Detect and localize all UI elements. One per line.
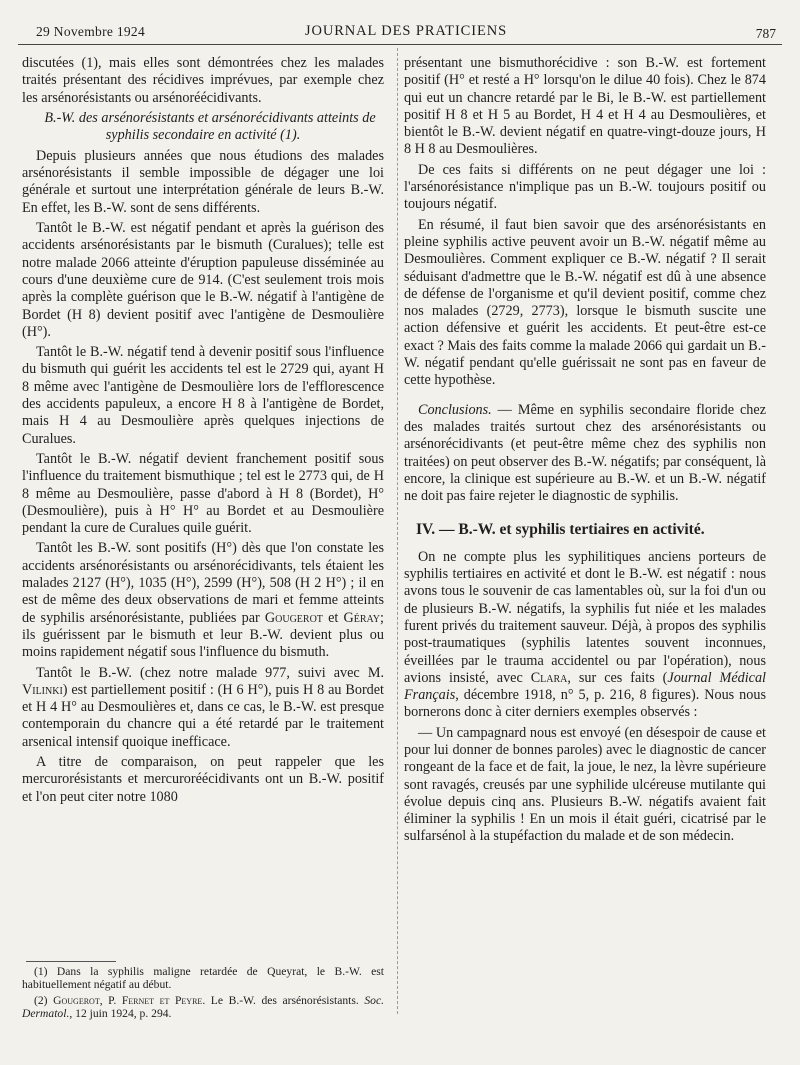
paragraph: discutées (1), mais elles sont démontrées chez les malades traités présentant des récidives imprévues, par exemple chez les arsénorésistants ou arsénoréécidivants. <box>22 55 384 106</box>
paragraph: A titre de comparaison, on peut rappeler que les mercurorésistants et mercuroréécidivants ont un B.-W. positif et l'on peut citer notre 1080 <box>22 753 384 805</box>
author-name: Géray <box>343 609 381 626</box>
page-number: 787 <box>755 26 776 41</box>
right-column <box>404 55 766 846</box>
paragraph-text: et <box>322 609 344 626</box>
paragraph-text: , décembre 1918, n° 5, p. 216, 8 figures). Nous nous bornerons donc à citer derniers exemples observés : <box>404 687 766 721</box>
paragraph-text: On ne compte plus les syphilitiques anciens porteurs de syphilis tertiaires en activité et dont le B.-W. est négatif : nous avons tous le souvenir de cas lamentables où, sur la foi d'un ou de plusieurs B.-W. négatifs, la syphilis fut niée et les malades furent privés du traitement sauveur. Déjà, à propos des syphilis post-traumatiques (syphilis latentes souvent inconnues, éveillées par le trauma accidentel ou par l'opération), nous avions insisté, avec <box>404 548 766 686</box>
conclusions-paragraph <box>404 402 766 506</box>
author-name: Gougerot <box>264 609 323 626</box>
left-column <box>22 55 384 806</box>
paragraph-text: Tantôt les B.-W. sont positifs (H°) dès que l'on constate les accidents arsénorésistants ou arsénorécidivants, tels étaient les malades 2127 (H°), 1035 (H°), 2599 (H°), 508 (H 2 H°) ; il en est de même des deux observations de mari et femme atteints de syphilis arsénorésistante, publiées par <box>22 540 384 626</box>
subsection-heading: B.-W. des arsénorésistants et arsénorécidivants atteints de syphilis secondaire en activité (1). <box>44 109 376 144</box>
footnote: (1) Dans la syphilis maligne retardée de Queyrat, le B.-W. est habituellement négatif au début. <box>22 965 384 992</box>
paragraph-text: — Même en syphilis secondaire floride chez des malades traités surtout chez des arsénorésistants ou arsénorécidivants (et peut-être même chez des syphilis non traitées) on peut observer des B.-W. négatifs; par conséquent, là encore, la clinique est supérieure au B.-W. et un B.-W. négatif ne doit pas faire rejeter le diagnostic de syphilis. <box>404 401 766 505</box>
journal-name: Journal Médical Français <box>404 669 766 704</box>
issue-date: 29 Novembre 1924 <box>36 24 146 39</box>
paragraph <box>22 665 384 751</box>
running-header <box>36 20 776 44</box>
footnote-rule <box>26 961 116 962</box>
paragraph <box>22 540 384 661</box>
footnotes <box>22 965 384 1021</box>
paragraph: présentant une bismuthorécidive : son B.-W. est fortement positif (H° et resté a H° lorsqu'on le dilue 40 fois). Chez le 874 qui eut un chancre retardé par le Bi, le B.-W. est partiellement positif H 8 et H 5 au Bordet, H 4 et H 4 au Desmoulières, et bientôt le B.-W. devient négatif en quatre-vingt-douze jours, H 8 H 8 au Desmoulières. <box>404 55 766 158</box>
paragraph <box>404 549 766 722</box>
footnote <box>22 994 384 1021</box>
journal-name: Soc. Dermatol. <box>22 993 384 1021</box>
footnote-text: (2) <box>34 993 54 1007</box>
paragraph-text: ; ils guérissent par le bismuth et leur B.-W. devient plus ou moins rapidement négatif sous l'influence du bismuth. <box>22 609 384 661</box>
paragraph: Tantôt le B.-W. négatif tend à devenir positif sous l'influence du bismuth qui guérit les accidents tel est le 2729 qui, ayant H 8 même avec l'antigène de Desmoulière lors de l'efflorescence des accidents papuleux, a encore H 8 à l'antigène de Bordet, mais H 4 au Desmoulière après quelques injections de Curalues. <box>22 344 384 447</box>
paragraph: Depuis plusieurs années que nous étudions des malades arsénorésistants il semble impossible de dégager une loi générale et surtout une interprétation générale de leurs B.-W. En effet, les B.-W. sont de sens différents. <box>22 147 384 216</box>
paragraph-text: , sur ces faits ( <box>567 669 668 686</box>
conclusions-label: Conclusions. <box>418 401 492 418</box>
section-heading: IV. — B.-W. et syphilis tertiaires en activité. <box>416 521 705 539</box>
header-rule <box>18 44 782 45</box>
paragraph: — Un campagnard nous est envoyé (en désespoir de cause et pour lui donner de bonnes paroles) avec le diagnostic de cancer rongeant de la face et de fait, la joue, le nez, la lèvre supérieure sont ravagés, creusés par une syphilide ulcéreuse mutilante qui évolue depuis cinq ans. Plusieurs B.-W. négatifs avaient fait éliminer la syphilis ! En un mois il était guéri, cicatrisé par le sulfarsénol à la stupéfaction du malade et de son médecin. <box>404 724 766 845</box>
author-name: Clara <box>530 669 568 686</box>
paragraph-text: Tantôt le B.-W. (chez notre malade 977, suivi avec M. <box>36 664 384 681</box>
paragraph: Tantôt le B.-W. négatif devient franchement positif sous l'influence du traitement bismuthique ; tel est le 2773 qui, de H 8 même au Desmoulière, passe d'abord à H 8 (Bordet), H° (Desmoulière), puis à H° H° au Bordet et au Desmoulière pendant la cure de Curalues quile guérit. <box>22 450 384 537</box>
paragraph: Tantôt le B.-W. est négatif pendant et après la guérison des accidents arsénorésistants par le bismuth (Curalues); telle est notre malade 2066 atteinte d'éruption papuleuse disséminée au cours d'une deuxième cure de 914. (C'est seulement trois mois après la complète guérison que le B.-W. négatif à l'antigène de Bordet (H 8) devient positif avec l'antigène de Desmoulière (H°). <box>22 220 384 340</box>
column-separator <box>397 48 398 1014</box>
paragraph-text: ) est partiellement positif : (H 6 H°), puis H 8 au Bordet et H 4 H° au Desmoulières et, dans ce cas, le B.-W. est presque contemporain du chancre qui a été retardé par le traitement arsenical intensif quoique inefficace. <box>22 681 384 750</box>
footnote-text: , 12 juin 1924, p. 294. <box>69 1007 172 1021</box>
paragraph: De ces faits si différents on ne peut dégager une loi : l'arsénorésistance n'implique pas un B.-W. toujours positif ou toujours négatif. <box>404 161 766 213</box>
author-name: Vilinki <box>22 681 63 698</box>
author-name: Gougerot, P. Fernet et Peyre <box>53 993 203 1007</box>
journal-title: JOURNAL DES PRATICIENS <box>304 23 508 39</box>
paragraph: En résumé, il faut bien savoir que des arsénorésistants en pleine syphilis active peuvent avoir un B.-W. négatif même au Desmoulières. Comment expliquer ce B.-W. négatif ? Il serait séduisant d'admettre que le B.-W. négatif est dû à une absence de défense de l'organisme et qu'il devient positif, comme chez nos malades (2729, 2773), lorsque le bismuth suscite une action défensive et guérit les accidents. Et peut-être est-ce exact ? Mais des faits comme la malade 2066 qui gardait un B.-W. négatif pendant qu'elle guérissait ne sont pas en faveur de cette hypothèse. <box>404 216 766 389</box>
footnote-text: . Le B.-W. des arsénorésistants. <box>202 993 365 1007</box>
